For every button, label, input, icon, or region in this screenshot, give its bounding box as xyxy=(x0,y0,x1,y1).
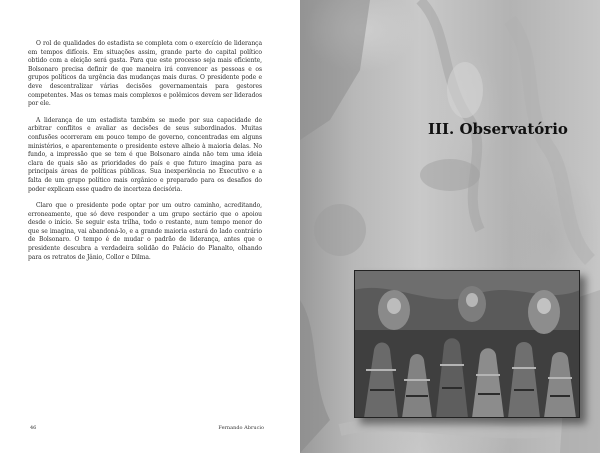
painting-image xyxy=(354,270,580,418)
body-text xyxy=(28,40,262,270)
author-name: Fernando Abrucio xyxy=(218,425,264,431)
page-number: 46 xyxy=(30,425,37,431)
paragraph-2: A liderança de um estadista também se mede por sua capacidade de arbitrar conflitos e avaliar as decisões de seus subordinados. Muitas confusões ocorreram em pouco tempo de governo, concentradas em alguns ministérios, e aparentemente o presidente esteve alheio à maioria delas. No fundo, a impressão que se tem é que Bolsonaro ainda não tem uma ideia clara de quais são as prioridades do país e que futuro imagina para as principais áreas de políticas públicas. Sua inexperiência no Executivo e a falta de um grupo político mais orgânico e preparado para os desafios do poder explicam esse quadro de incerteza decisória. xyxy=(28,116,262,193)
right-page xyxy=(300,0,600,453)
page-footer xyxy=(30,425,264,431)
paragraph-1: O rol de qualidades do estadista se completa com o exercício de liderança em tempos difíceis. Em situações assim, grande parte do capital político obtido com a eleição será gasta. Para que este processo seja mais eficiente, Bolsonaro precisa definir de que maneira irá convencer as pessoas e os grupos políticos da urgência das mudanças mais duras. O presidente pode e deve descentralizar várias decisões governamentais para gestores competentes. Mas os temas mais complexos e polêmicos devem ser liderados por ele. xyxy=(28,40,262,108)
chapter-title: III. Observatório xyxy=(428,120,568,138)
paragraph-3: Claro que o presidente pode optar por um outro caminho, acreditando, erroneamente, que só deve responder a um grupo sectário que o apoiou desde o início. Se seguir esta trilha, todo o restante, num tempo menor do que se imagina, vai abandoná-lo, e a grande maioria estará do lado contrário de Bolsonaro. O tempo é de mudar o padrão de liderança, antes que o presidente descubra a verdadeira solidão do Palácio do Planalto, olhando para os retratos de Jânio, Collor e Dilma. xyxy=(28,202,262,261)
